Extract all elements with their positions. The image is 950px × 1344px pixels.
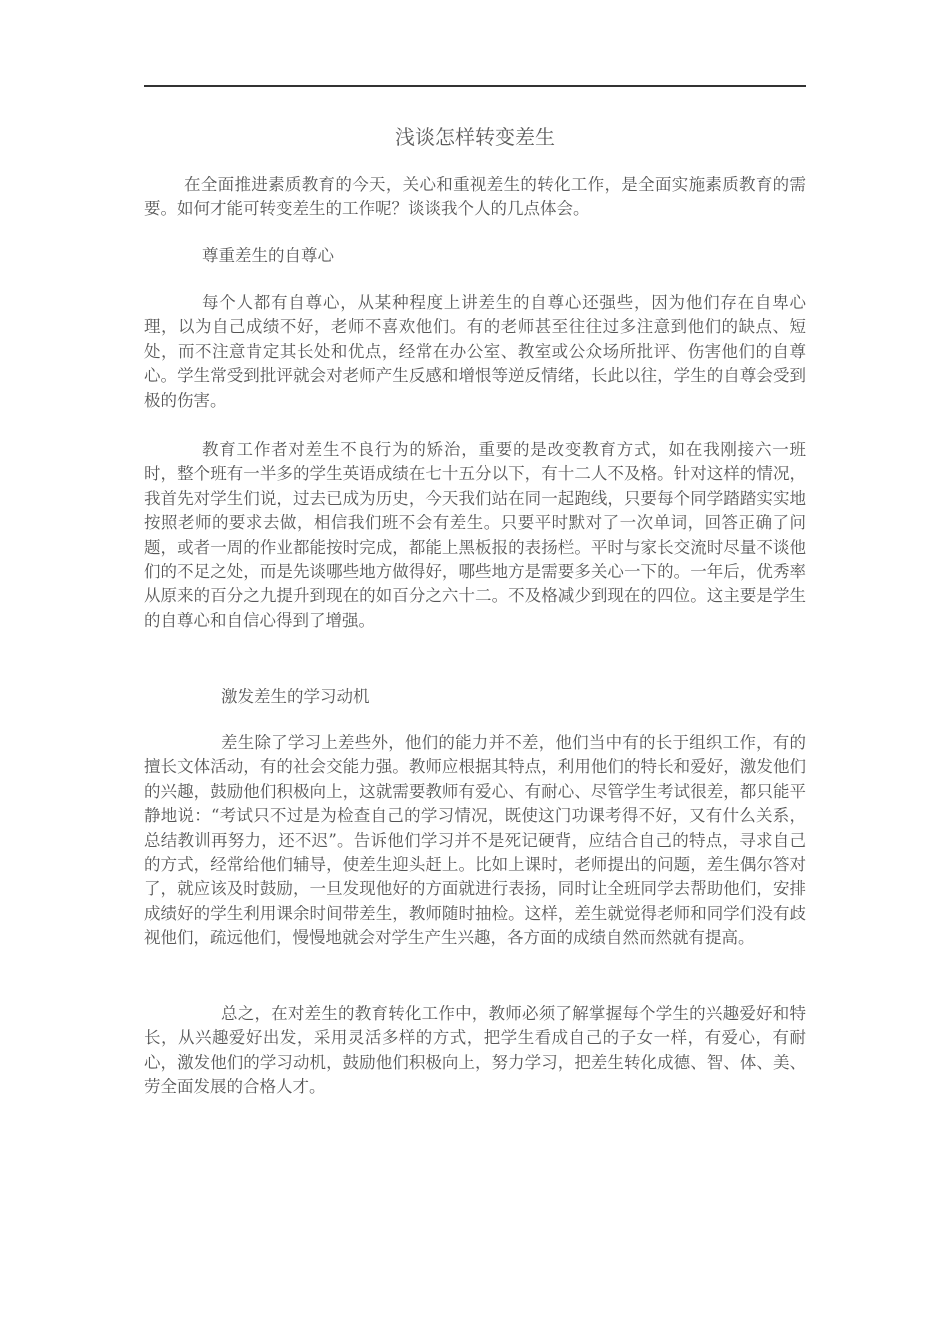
section-heading-self-esteem: 尊重差生的自尊心 [202, 246, 334, 265]
conclusion-paragraph: 总之，在对差生的教育转化工作中，教师必须了解掌握每个学生的兴趣爱好和特长，从兴趣爱好出发，采用灵活多样的方式，把学生看成自己的子女一样，有爱心，有耐心，激发他们的学习动机，鼓励他们积极向上，努力学习，把差生转化成德、智、体、美、劳全面发展的合格人才。 [144, 1004, 806, 1097]
section1-paragraph-2: 教育工作者对差生不良行为的矫治，重要的是改变教育方式，如在我刚接六一班时，整个班有一半多的学生英语成绩在七十五分以下，有十二人不及格。针对这样的情况，我首先对学生们说，过去已成为历史，今天我们站在同一起跑线，只要每个同学踏踏实实地按照老师的要求去做，相信我们班不会有差生。只要平时默对了一次单词，回答正确了问题，或者一周的作业都能按时完成，都能上黑板报的表扬栏。平时与家长交流时尽量不谈他们的不足之处，而是先谈哪些地方做得好，哪些地方是需要多关心一下的。一年后，优秀率从原来的百分之九提升到现在的如百分之六十二。不及格减少到现在的四位。这主要是学生的自尊心和自信心得到了增强。 [144, 440, 806, 630]
section1-paragraph-1: 每个人都有自尊心，从某种程度上讲差生的自尊心还强些，因为他们存在自卑心理，以为自己成绩不好，老师不喜欢他们。有的老师甚至往往过多注意到他们的缺点、短处，而不注意肯定其长处和优点，经常在办公室、教室或公众场所批评、伤害他们的自尊心。学生常受到批评就会对老师产生反感和增恨等逆反情绪，长此以往，学生的自尊会受到极的伤害。 [144, 293, 806, 410]
section2-paragraph-1: 差生除了学习上差些外，他们的能力并不差，他们当中有的长于组织工作，有的擅长文体活动，有的社会交能力强。教师应根据其特点，利用他们的特长和爱好，激发他们的兴趣，鼓励他们积极向上，这就需要教师有爱心、有耐心、尽管学生考试很差，都只能平静地说：“考试只不过是为检查自己的学习情况，既使这门功课考得不好，又有什么关系，总结教训再努力，还不迟”。告诉他们学习并不是死记硬背，应结合自己的特点，寻求自己的方式，经常给他们辅导，使差生迎头赶上。比如上课时，老师提出的问题，差生偶尔答对了，就应该及时鼓励，一旦发现他好的方面就进行表扬，同时让全班同学去帮助他们，安排成绩好的学生利用课余时间带差生，教师随时抽检。这样，差生就觉得老师和同学们没有歧视他们，疏远他们，慢慢地就会对学生产生兴趣，各方面的成绩自然而然就有提高。 [144, 733, 806, 948]
top-rule [144, 85, 806, 87]
intro-paragraph: 在全面推进素质教育的今天，关心和重视差生的转化工作，是全面实施素质教育的需要。如何才能可转变差生的工作呢？谈谈我个人的几点体会。 [144, 175, 806, 219]
section-heading-motivation: 激发差生的学习动机 [221, 687, 370, 706]
document-title: 浅谈怎样转变差生 [395, 125, 555, 149]
